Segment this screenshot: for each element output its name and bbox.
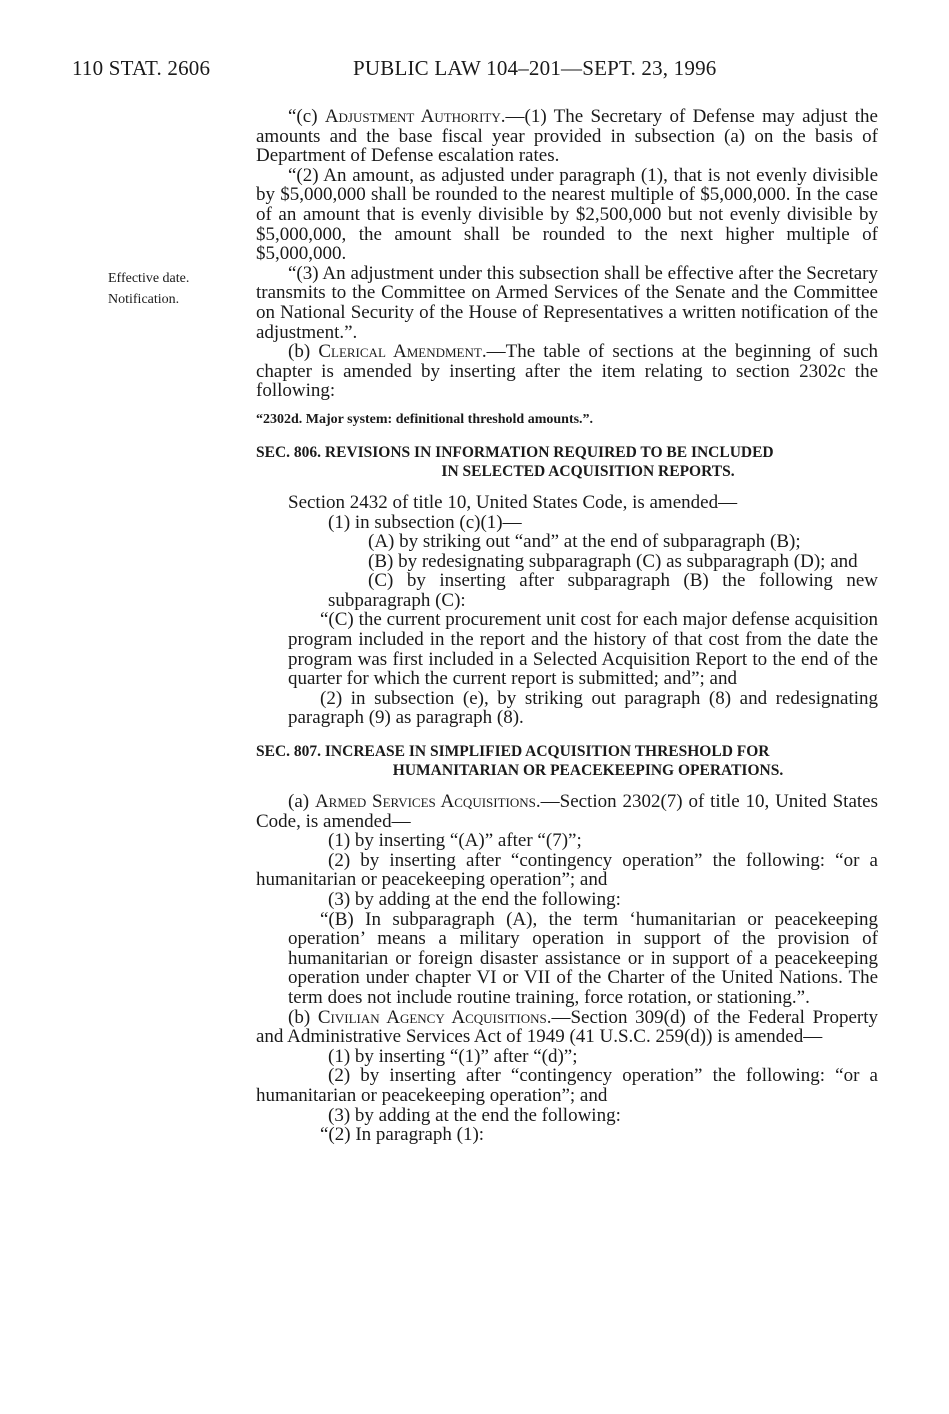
section-807-b-quote: “(2) In paragraph (1): <box>320 1124 485 1146</box>
paragraph-2-rounding: “(2) An amount, as adjusted under paragraph (1), that is not evenly divisible by $5,000,000 shall be rounded to the nearest multiple of $5,000,000. In the case of an amount that is evenly divisible by $2,500,000 but not evenly divisible by $5,000,000, the amount shall be rounded to the next higher multiple of $5,000,000. <box>256 164 878 265</box>
subsection-a-heading: Armed Services Acquisitions <box>314 791 536 813</box>
section-807-b-item-1: (1) by inserting “(1)” after “(d)”; <box>328 1045 578 1067</box>
subsection-b-civilian-heading: Civilian Agency Acquisitions <box>317 1006 547 1028</box>
section-807-quote-B: “(B) In subparagraph (A), the term ‘humanitarian or peacekeeping operation’ means a military operation in support of the provision of humanitarian or foreign disaster assistance or in support of a peacekeeping operation under chapter VI or VII of the Charter of the United Nations. The term does not include routine training, force rotation, or stationing.”. <box>288 908 878 1008</box>
section-807-heading: SEC. 807. INCREASE IN SIMPLIFIED ACQUISITION THRESHOLD FOR HUMANITARIAN OR PEACEKEEPING OPERATIONS. <box>256 743 784 780</box>
section-806-item-2: (2) in subsection (e), by striking out paragraph (8) and redesignating paragraph (9) as paragraph (8). <box>288 687 878 729</box>
section-806-heading: SEC. 806. REVISIONS IN INFORMATION REQUIRED TO BE INCLUDED IN SELECTED ACQUISITION REPORTS. <box>256 443 774 480</box>
stat-page-reference: 110 STAT. 2606 <box>72 56 211 80</box>
subsection-b-clerical: (b) Clerical Amendment.—The table of sections at the beginning of such chapter is amended by inserting after the item relating to section 2302c the following: <box>256 341 879 402</box>
section-807-subsection-b: (b) Civilian Agency Acquisitions.—Section 309(d) of the Federal Property and Administrative Services Act of 1949 (41 U.S.C. 259(d)) is amended— <box>256 1006 878 1048</box>
section-807-subsection-a: (a) Armed Services Acquisitions.—Section 2302(7) of title 10, United States Code, is amended— <box>256 791 879 832</box>
paragraph-3-notification: “(3) An adjustment under this subsection shall be effective after the Secretary transmits to the Committee on Armed Services of the Senate and the Committee on National Security of the House of Representatives a written notification of the adjustment.”. <box>256 262 878 343</box>
section-807-a-item-2: (2) by inserting after “contingency operation” the following: “or a humanitarian or peacekeeping operation”; and <box>256 849 878 891</box>
section-806-quote-C: “(C) the current procurement unit cost for each major defense acquisition program included in the report and the history of that cost from the date the program was first included in a Selected Acquisition Report to the end of the quarter for which the current report is submitted; and”; and <box>288 609 878 690</box>
section-807-b-item-2: (2) by inserting after “contingency operation” the following: “or a humanitarian or peacekeeping operation”; and <box>256 1065 878 1106</box>
main-text-column <box>256 107 878 1145</box>
section-807-b-item-3: (3) by adding at the end the following: <box>328 1104 621 1126</box>
subsection-b-heading: Clerical Amendment <box>318 341 482 363</box>
side-note-effective-date: Effective date. <box>108 271 190 286</box>
subsection-c-paragraph: “(c) Adjustment Authority.—(1) The Secretary of Defense may adjust the amounts and the base fiscal year provided in subsection (a) on the basis of Department of Defense escalation rates. <box>256 106 878 167</box>
table-of-sections-entry: “2302d. Major system: definitional threshold amounts.”. <box>256 411 594 427</box>
section-806-item-1B: (B) by redesignating subparagraph (C) as subparagraph (D); and <box>368 550 858 572</box>
section-806-item-1: (1) in subsection (c)(1)— <box>328 511 522 533</box>
section-806-intro: Section 2432 of title 10, United States Code, is amended— <box>288 491 738 513</box>
section-806-item-1A: (A) by striking out “and” at the end of subparagraph (B); <box>368 531 801 553</box>
section-807-a-item-3: (3) by adding at the end the following: <box>328 889 621 910</box>
public-law-reference: PUBLIC LAW 104–201—SEPT. 23, 1996 <box>353 56 717 80</box>
section-807-a-item-1: (1) by inserting “(A)” after “(7)”; <box>328 830 582 852</box>
side-note-notification: Notification. <box>108 292 180 307</box>
subsection-c-heading: Adjustment Authority <box>324 106 501 127</box>
section-806-item-1C: (C) by inserting after subparagraph (B) the following new subparagraph (C): <box>328 570 878 611</box>
